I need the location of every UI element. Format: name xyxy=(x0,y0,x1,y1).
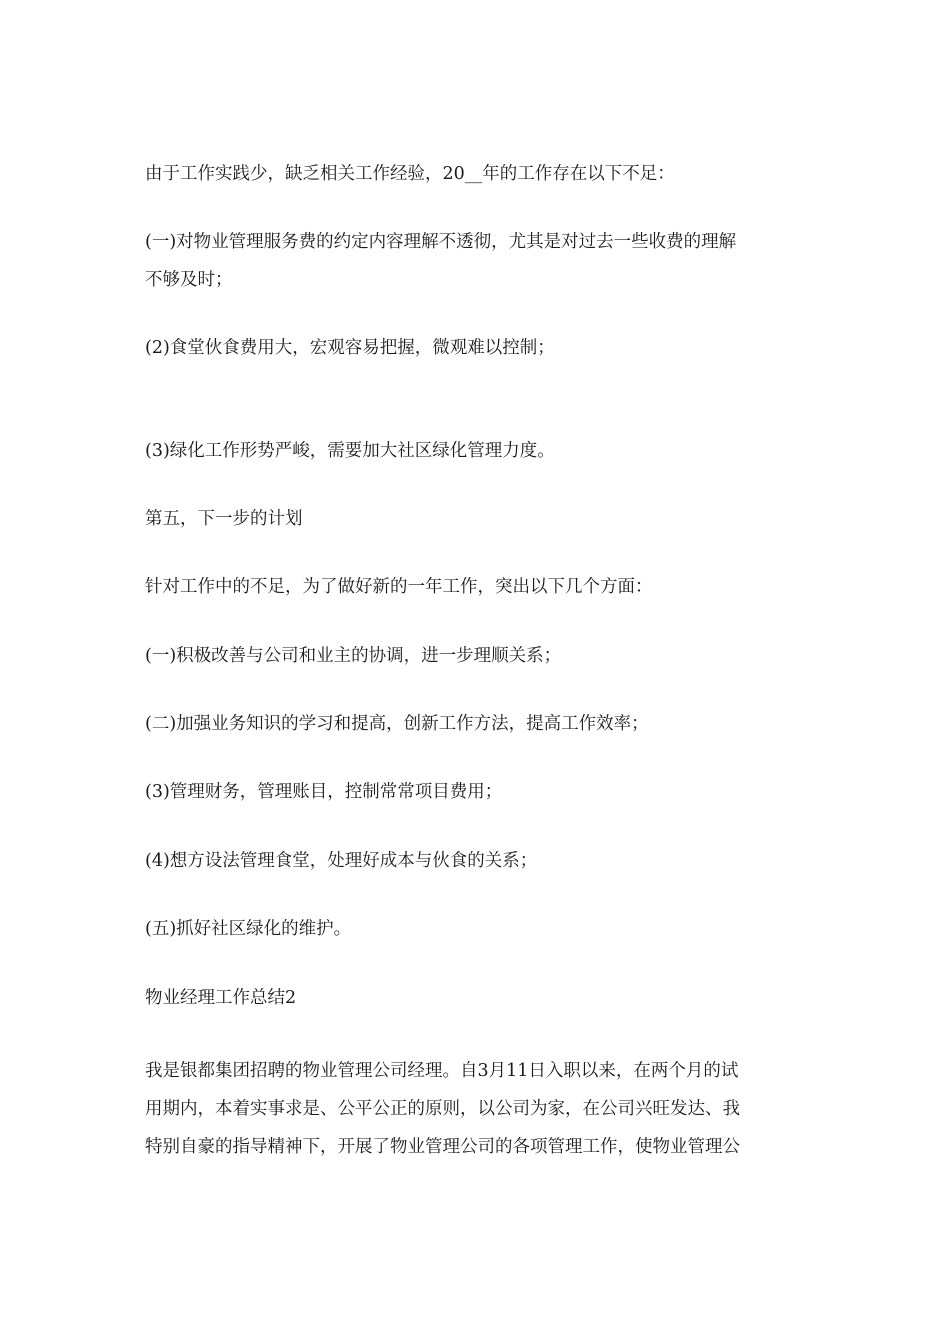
paragraph-line: 特别自豪的指导精神下，开展了物业管理公司的各项管理工作，使物业管理公 xyxy=(145,1137,740,1157)
section-heading-next-plan: 第五，下一步的计划 xyxy=(145,509,303,529)
plan-item-finance: (3)管理财务，管理账目，控制常常项目费用； xyxy=(145,782,503,802)
plan-item-coordination: (一)积极改善与公司和业主的协调，进一步理顺关系； xyxy=(145,646,562,666)
section-heading-summary-2: 物业经理工作总结2 xyxy=(145,988,297,1008)
plan-item-canteen: (4)想方设法管理食堂，处理好成本与伙食的关系； xyxy=(145,851,538,871)
plan-item-greening: (五)抓好社区绿化的维护。 xyxy=(145,919,352,939)
paragraph-line: (一)对物业管理服务费的约定内容理解不透彻，尤其是对过去一些收费的理解 xyxy=(145,232,737,252)
paragraph-line: 我是银都集团招聘的物业管理公司经理。自3月11日入职以来，在两个月的试 xyxy=(145,1061,739,1081)
paragraph-line: 不够及时； xyxy=(145,270,233,290)
paragraph-shortcomings-intro: 由于工作实践少，缺乏相关工作经验，20__年的工作存在以下不足： xyxy=(145,164,675,184)
paragraph-greening: (3)绿化工作形势严峻，需要加大社区绿化管理力度。 xyxy=(145,441,555,461)
paragraph-canteen-cost: (2)食堂伙食费用大，宏观容易把握，微观难以控制； xyxy=(145,338,555,358)
paragraph-plan-intro: 针对工作中的不足，为了做好新的一年工作，突出以下几个方面： xyxy=(145,577,653,597)
plan-item-learning: (二)加强业务知识的学习和提高，创新工作方法，提高工作效率； xyxy=(145,714,649,734)
paragraph-line: 用期内，本着实事求是、公平公正的原则，以公司为家，在公司兴旺发达、我 xyxy=(145,1099,740,1119)
